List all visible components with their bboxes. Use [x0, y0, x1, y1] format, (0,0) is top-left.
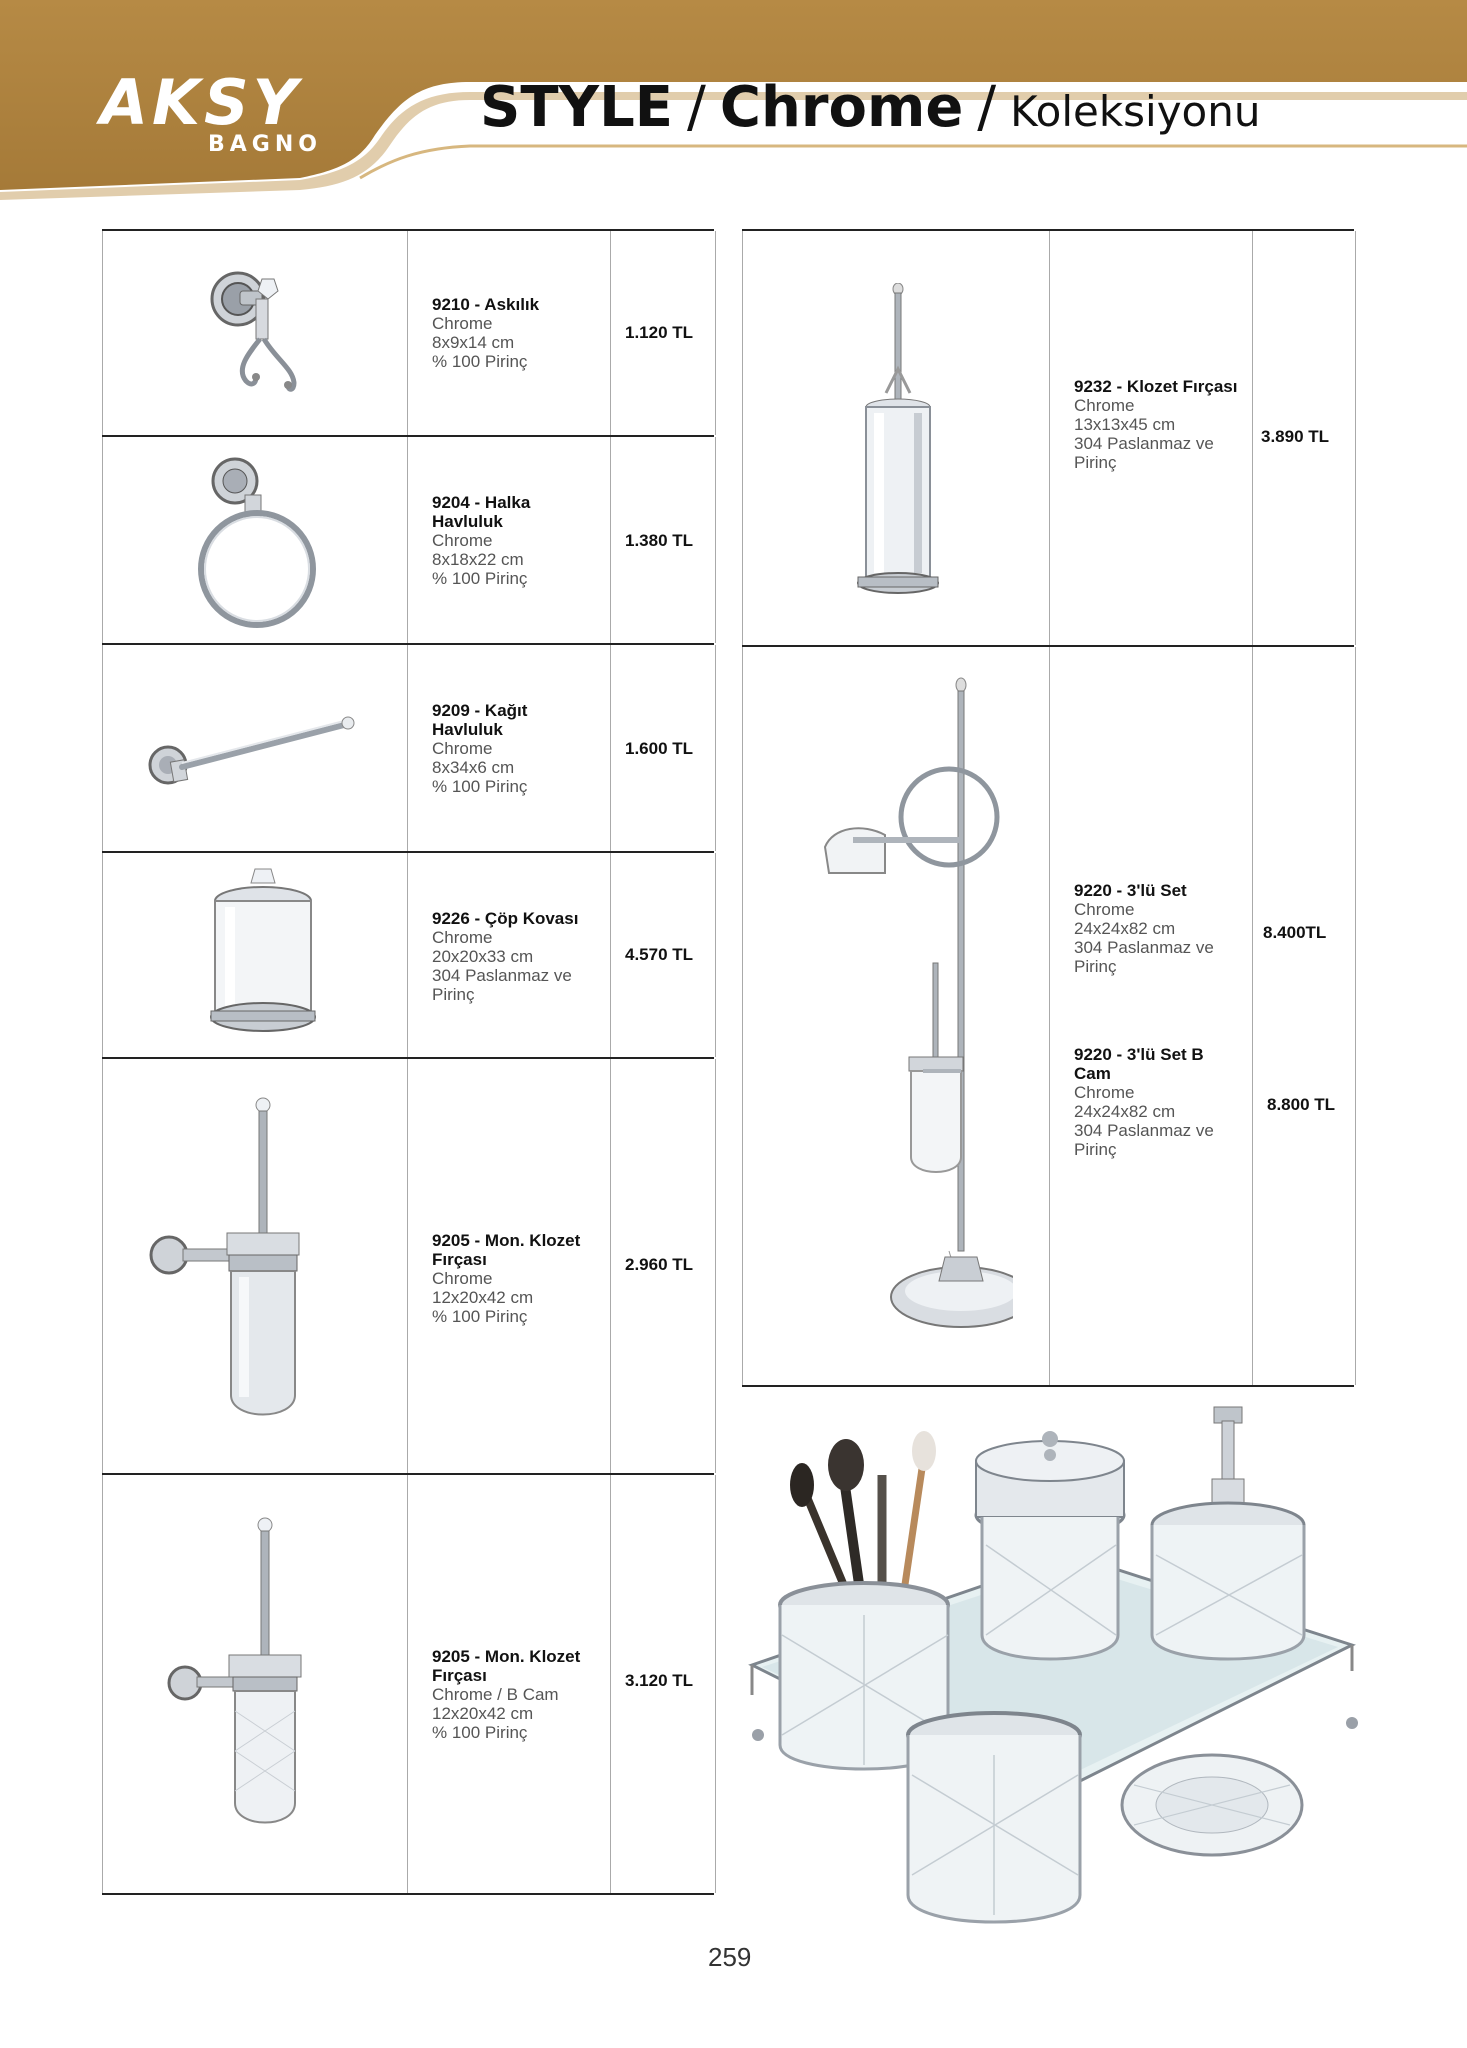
product-desc	[1074, 881, 1244, 976]
product-row	[102, 437, 714, 645]
product-price: 2.960 TL	[625, 1255, 694, 1274]
product-size: 8x18x22 cm	[432, 550, 524, 569]
product-material: % 100 Pirinç	[432, 777, 528, 796]
product-price-cell	[610, 231, 716, 435]
product-finish: Chrome	[432, 314, 493, 333]
product-image-cell	[102, 1475, 408, 1893]
product-desc-cell	[1049, 647, 1253, 1385]
product-desc	[1074, 1045, 1244, 1159]
tumbler	[908, 1713, 1080, 1922]
product-row	[102, 1475, 714, 1895]
page-title	[480, 75, 1261, 140]
product-desc	[432, 909, 602, 1004]
product-material: 304 Paslanmaz ve Pirinç	[1074, 938, 1214, 976]
product-desc	[432, 701, 602, 796]
product-desc-cell	[407, 437, 611, 643]
lidded-jar	[976, 1431, 1124, 1659]
title-chrome: Chrome	[719, 75, 964, 140]
left-product-table	[102, 229, 714, 1895]
product-desc	[432, 1231, 602, 1326]
product-image-cell	[742, 647, 1050, 1385]
waste-bin-icon	[203, 867, 323, 1047]
product-material: % 100 Pirinç	[432, 352, 528, 371]
product-row	[102, 853, 714, 1059]
product-desc-cell	[407, 645, 611, 851]
product-price-cell	[1252, 231, 1356, 645]
product-price-cell	[1252, 647, 1356, 1385]
product-image-cell	[102, 231, 408, 435]
product-price: 8.800 TL	[1267, 1095, 1336, 1114]
product-image-cell	[102, 1059, 408, 1473]
product-material: 304 Paslanmaz ve Pirinç	[1074, 434, 1214, 472]
soap-dish	[1122, 1755, 1302, 1855]
standing-toilet-brush-icon	[838, 283, 958, 623]
product-price: 4.570 TL	[625, 945, 694, 964]
product-price: 3.890 TL	[1261, 427, 1330, 446]
product-row	[742, 231, 1354, 647]
product-desc	[1074, 377, 1244, 472]
product-finish: Chrome	[432, 739, 493, 758]
product-price-cell	[610, 437, 716, 643]
product-price: 3.120 TL	[625, 1671, 694, 1690]
title-collection: Koleksiyonu	[1010, 87, 1261, 136]
product-finish: Chrome	[432, 1269, 493, 1288]
product-image-cell	[102, 853, 408, 1057]
product-code: 9205 - Mon. Klozet Fırçası	[432, 1231, 581, 1269]
brand-name: AKSY	[100, 66, 302, 139]
product-size: 24x24x82 cm	[1074, 1102, 1176, 1121]
product-desc	[432, 1647, 602, 1742]
title-sep-1: /	[687, 75, 706, 140]
product-finish: Chrome	[432, 531, 493, 550]
product-image-cell	[102, 645, 408, 851]
product-image-cell	[102, 437, 408, 643]
product-size: 20x20x33 cm	[432, 947, 534, 966]
towel-ring-icon	[195, 451, 335, 631]
wall-toilet-brush-glass-icon	[163, 1515, 343, 1855]
right-product-table	[742, 229, 1354, 1387]
product-desc	[432, 295, 539, 371]
product-price: 1.380 TL	[625, 531, 694, 550]
product-desc-cell	[407, 231, 611, 435]
product-price: 1.120 TL	[625, 323, 694, 342]
product-price-cell	[610, 1475, 716, 1893]
product-desc	[432, 493, 602, 588]
product-material: % 100 Pirinç	[432, 1307, 528, 1326]
product-finish: Chrome	[1074, 396, 1135, 415]
product-code: 9220 - 3'lü Set	[1074, 881, 1187, 900]
product-row	[742, 647, 1354, 1387]
product-finish: Chrome	[1074, 1083, 1135, 1102]
product-code: 9204 - Halka Havluluk	[432, 493, 531, 531]
title-style: STYLE	[480, 75, 674, 140]
brand-sub: BAGNO	[208, 132, 322, 157]
product-finish: Chrome	[432, 928, 493, 947]
brush-cup	[780, 1431, 948, 1769]
product-code: 9205 - Mon. Klozet Fırçası	[432, 1647, 581, 1685]
product-size: 12x20x42 cm	[432, 1704, 534, 1723]
product-size: 13x13x45 cm	[1074, 415, 1176, 434]
product-size: 24x24x82 cm	[1074, 919, 1176, 938]
product-size: 8x9x14 cm	[432, 333, 515, 352]
product-price-cell	[610, 853, 716, 1057]
product-size: 12x20x42 cm	[432, 1288, 534, 1307]
product-finish: Chrome / B Cam	[432, 1685, 559, 1704]
product-material: % 100 Pirinç	[432, 1723, 528, 1742]
soap-dispenser	[1152, 1407, 1304, 1659]
vanity-set-photo	[742, 1405, 1362, 1965]
product-material: 304 Paslanmaz ve Pirinç	[432, 966, 572, 1004]
product-code: 9232 - Klozet Fırçası	[1074, 377, 1238, 396]
product-code: 9209 - Kağıt Havluluk	[432, 701, 528, 739]
product-code: 9210 - Askılık	[432, 295, 540, 314]
product-price-cell	[610, 645, 716, 851]
product-size: 8x34x6 cm	[432, 758, 515, 777]
brand-logo	[100, 66, 340, 172]
title-sep-2: /	[977, 75, 997, 140]
product-price-cell	[610, 1059, 716, 1473]
product-row	[102, 645, 714, 853]
product-desc-cell	[407, 1475, 611, 1893]
product-row	[102, 1059, 714, 1475]
product-price: 1.600 TL	[625, 739, 694, 758]
product-finish: Chrome	[1074, 900, 1135, 919]
product-row	[102, 231, 714, 437]
product-image-cell	[742, 231, 1050, 645]
three-piece-stand-icon	[813, 677, 1013, 1337]
vanity-set-icon	[742, 1405, 1362, 1965]
product-price: 8.400TL	[1263, 923, 1327, 942]
product-code: 9220 - 3'lü Set B Cam	[1074, 1045, 1204, 1083]
towel-bar-icon	[138, 705, 378, 805]
wall-toilet-brush-icon	[143, 1095, 323, 1435]
product-material: 304 Paslanmaz ve Pirinç	[1074, 1121, 1214, 1159]
page-number: 259	[708, 1942, 752, 1972]
product-code: 9226 - Çöp Kovası	[432, 909, 579, 928]
product-desc-cell	[407, 1059, 611, 1473]
double-hook-icon	[198, 259, 318, 419]
product-desc-cell	[407, 853, 611, 1057]
product-desc-cell	[1049, 231, 1253, 645]
page-header	[0, 0, 1467, 200]
product-material: % 100 Pirinç	[432, 569, 528, 588]
